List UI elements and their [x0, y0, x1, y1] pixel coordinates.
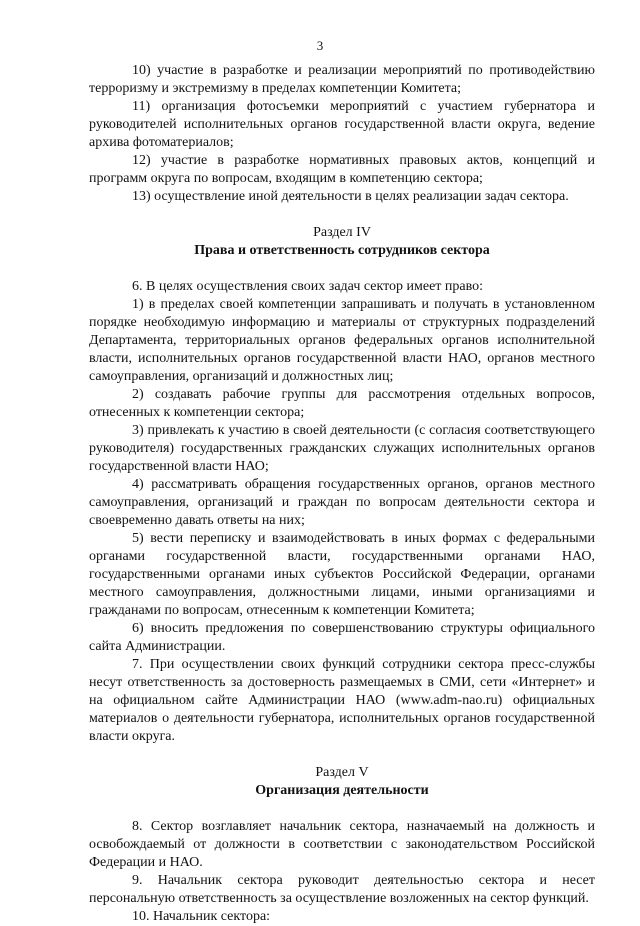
paragraph-right-2: 2) создавать рабочие группы для рассмотрения отдельных вопросов, отнесенных к компетенции сектора; — [89, 387, 595, 420]
paragraph-right-6: 6) вносить предложения по совершенствованию структуры официального сайта Администрации. — [89, 621, 595, 654]
paragraph-item-10: 10) участие в разработке и реализации мероприятий по противодействию терроризму и экстремизму в пределах компетенции Комитета; — [89, 63, 595, 96]
spacer — [89, 800, 595, 818]
paragraph-7: 7. При осуществлении своих функций сотрудники сектора пресс-службы несут ответственность за достоверность размещаемых в СМИ, сети «Интернет» и на официальном сайте Администрации НАО (www.adm-nao.ru) официальных материалов о деятельности губернатора, исполнительных органов государственной власти округа. — [89, 657, 595, 744]
paragraph-right-3: 3) привлекать к участию в своей деятельности (с согласия соответствующего руководителя) государственных гражданских служащих исполнительных органов государственной власти НАО; — [89, 423, 595, 474]
spacer — [89, 206, 595, 224]
section-5-label: Раздел V — [315, 765, 369, 780]
paragraph-9: 9. Начальник сектора руководит деятельностью сектора и несет персональную ответственность за осуществление возложенных на сектор функций. — [89, 873, 595, 906]
paragraph-item-13: 13) осуществление иной деятельности в целях реализации задач сектора. — [132, 189, 569, 204]
paragraph-right-1: 1) в пределах своей компетенции запрашивать и получать в установленном порядке необходимую информацию и материалы от структурных подразделений Департамента, территориальных органов федеральных органов исполнительной власти, исполнительных органов государственной власти НАО, органов местного самоуправления, организаций и должностных лиц; — [89, 297, 595, 384]
page-content — [89, 62, 595, 926]
paragraph-right-5: 5) вести переписку и взаимодействовать в иных формах с федеральными органами государственной власти, государственными органами НАО, государственными органами иных субъектов Российской Федерации, органами местного самоуправления, должностными лицами, иными организациями и гражданами по вопросам, отнесенным к компетенции Комитета; — [89, 531, 595, 618]
spacer — [89, 260, 595, 278]
paragraph-6: 6. В целях осуществления своих задач сектор имеет право: — [132, 279, 484, 294]
paragraph-10: 10. Начальник сектора: — [132, 909, 271, 924]
page-number: 3 — [316, 38, 324, 53]
paragraph-8: 8. Сектор возглавляет начальник сектора, назначаемый на должность и освобождаемый от должности в соответствии с законодательством Российской Федерации и НАО. — [89, 819, 595, 870]
paragraph-item-11: 11) организация фотосъемки мероприятий с участием губернатора и руководителей исполнительных органов государственной власти округа, ведение архива фотоматериалов; — [89, 99, 595, 150]
paragraph-item-12: 12) участие в разработке нормативных правовых актов, концепций и программ округа по вопросам, входящим в компетенцию сектора; — [89, 153, 595, 186]
section-5-title: Организация деятельности — [255, 783, 429, 798]
section-4-title: Права и ответственность сотрудников сектора — [194, 243, 490, 258]
spacer — [89, 746, 595, 764]
section-4-label: Раздел IV — [313, 225, 371, 240]
paragraph-right-4: 4) рассматривать обращения государственных органов, органов местного самоуправления, организаций и граждан по вопросам деятельности сектора и своевременно давать ответы на них; — [89, 477, 595, 528]
